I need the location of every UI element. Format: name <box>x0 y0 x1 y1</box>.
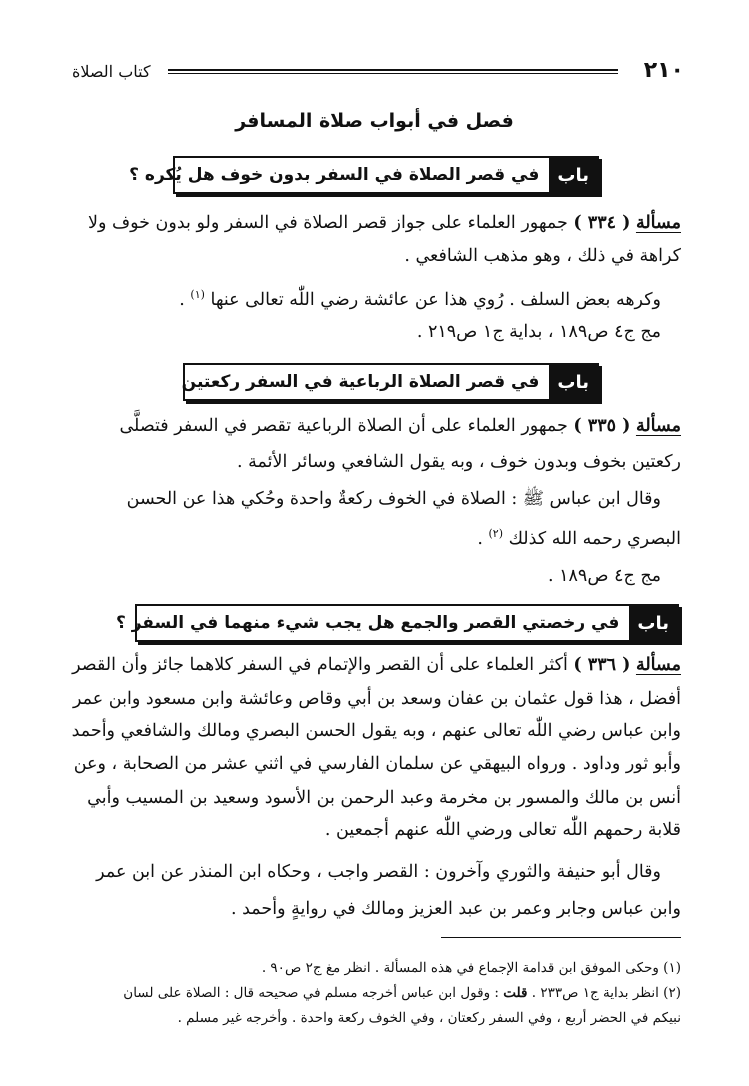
bab-label: باب <box>549 158 597 192</box>
bab-label: باب <box>629 606 677 640</box>
book-title: كتاب الصلاة <box>72 62 151 81</box>
footnote-text: (٢) انظر بداية ج١ ص٢٣٣ . <box>531 985 681 1001</box>
text-line <box>66 211 681 235</box>
text-line: ركعتين بخوف وبدون خوف ، وبه يقول الشافعي وسائر الأئمة . <box>236 452 681 472</box>
footnote-ref: (٢) <box>488 527 503 540</box>
footnote-text: : وقول ابن عباس أخرجه مسلم في صحيحه قال : الصلاة على لسان <box>123 985 499 1001</box>
chapter-title: فصل في أبواب صلاة المسافر <box>235 110 514 132</box>
line-text: أكثر العلماء على أن القصر والإتمام في السفر كلاهما جائز وأن القصر <box>72 655 568 675</box>
text-line <box>66 653 681 677</box>
bab-heading-2 <box>183 363 599 401</box>
footnote-1: (١) وحكى الموفق ابن قدامة الإجماع في هذه المسألة . انظر مغ ج٢ ص٩٠ . <box>261 960 681 976</box>
line-text: البصري رحمه الله كذلك <box>508 528 681 549</box>
text-line: وابن عباس وجابر وعمر بن عبد العزيز ومالك في روايةٍ وأحمد . <box>230 899 681 919</box>
line-text: جمهور العلماء على أن الصلاة الرباعية تقصر في السفر فتصلَّى <box>119 416 568 436</box>
running-header <box>72 58 684 86</box>
masala-label: مسألة <box>635 213 681 233</box>
masala-number: ( ٣٣٤ ) <box>573 213 631 233</box>
page-number: ٢١٠ <box>643 58 684 83</box>
text-line: وقال أبو حنيفة والثوري وآخرون : القصر واجب ، وحكاه ابن المنذر عن ابن عمر <box>96 862 661 882</box>
bab-heading-1 <box>129 156 599 194</box>
text-line: وكرهه بعض السلف . رُوي هذا عن عائشة رضي اللّٰه تعالى عنها $^{(١)}$ . <box>179 288 661 310</box>
footnote-qultu: قلت <box>503 985 528 1001</box>
footnote-ref: (١) <box>190 288 205 301</box>
masala-label: مسألة <box>635 416 681 436</box>
reference-line: مج ج٤ ص١٨٩ ، بداية ج١ ص٢١٩ . <box>416 322 661 342</box>
text-line: وقال ابن عباس ﷺ : الصلاة في الخوف ركعةٌ واحدة وحُكي هذا عن الحسن <box>126 489 661 509</box>
text-line: وابن عباس رضي اللّٰه تعالى عنهم ، وبه يقول الحسن البصري ومالك والشافعي وأحمد <box>71 721 681 741</box>
text-line: أنس بن مالك والمسور بن مخرمة وعبد الرحمن بن الأسود وسعيد بن المسيب وأبي <box>87 788 681 808</box>
footnote-2-continued: نبيكم في الحضر أربع ، وفي السفر ركعتان ، وفي الخوف ركعة واحدة . وأخرجه غير مسلم . <box>177 1010 681 1026</box>
text-line: كراهة في ذلك ، وهو مذهب الشافعي . <box>404 246 681 266</box>
reference-line: مج ج٤ ص١٨٩ . <box>547 566 661 586</box>
text-line <box>66 414 681 438</box>
text-line: قلابة رحمهم اللّٰه تعالى ورضي اللّٰه عنهم أجمعين . <box>324 820 681 840</box>
bab-title: في قصر الصلاة في السفر بدون خوف هل يُكره ؟ <box>129 165 540 185</box>
bab-heading-3 <box>115 604 679 642</box>
masala-number: ( ٣٣٥ ) <box>573 416 631 436</box>
bab-label: باب <box>549 365 597 399</box>
text-line: البصري رحمه الله كذلك $^{(٢)}$ . <box>477 527 681 549</box>
text-line: أفضل ، هذا قول عثمان بن عفان وسعد بن أبي وقاص وعائشة وابن مسعود وابن عمر <box>73 689 681 709</box>
footnote-rule <box>441 937 681 938</box>
header-rule <box>168 69 618 74</box>
masala-label: مسألة <box>635 655 681 675</box>
line-text: جمهور العلماء على جواز قصر الصلاة في السفر ولو بدون خوف ولا <box>88 213 568 233</box>
masala-number: ( ٣٣٦ ) <box>573 655 631 675</box>
line-text: وكرهه بعض السلف . رُوي هذا عن عائشة رضي اللّٰه تعالى عنها <box>210 289 661 310</box>
footnote-2 <box>66 983 681 1003</box>
text-line: وأبو ثور وداود . ورواه البيهقي عن سلمان الفارسي في اثني عشر من الصحابة ، وعن <box>73 754 681 774</box>
bab-title: في رخصتي القصر والجمع هل يجب شيء منهما في السفر ؟ <box>115 613 620 633</box>
bab-title: في قصر الصلاة الرباعية في السفر ركعتين <box>181 372 540 392</box>
